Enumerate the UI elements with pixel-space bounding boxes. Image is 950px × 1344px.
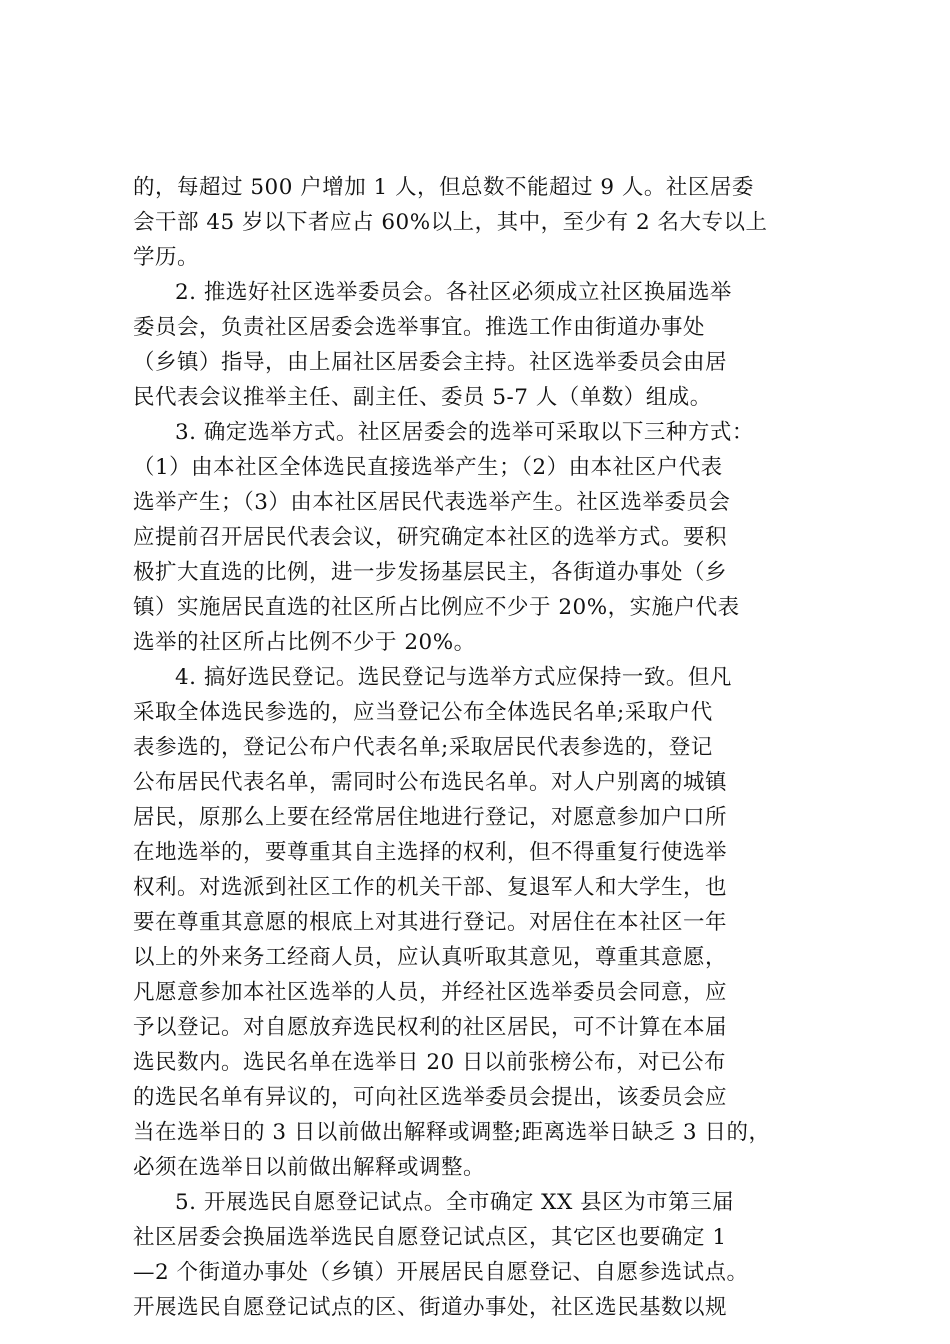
text-line: 予以登记。对自愿放弃选民权利的社区居民，可不计算在本届	[133, 1015, 728, 1040]
text-line: 权利。对选派到社区工作的机关干部、复退军人和大学生，也	[133, 875, 728, 900]
text-line: 开展选民自愿登记试点的区、街道办事处，社区选民基数以规	[133, 1295, 728, 1320]
text-line: —2 个街道办事处（乡镇）开展居民自愿登记、自愿参选试点。	[133, 1260, 749, 1285]
text-line: 的，每超过 500 户增加 1 人，但总数不能超过 9 人。社区居委	[133, 175, 754, 200]
text-line: 镇）实施居民直选的社区所占比例应不少于 20%，实施户代表	[133, 595, 740, 620]
paragraph-4-start: 4. 搞好选民登记。选民登记与选举方式应保持一致。但凡	[175, 665, 732, 690]
paragraph-3-start: 3. 确定选举方式。社区居委会的选举可采取以下三种方式：	[175, 420, 754, 445]
text-line: 凡愿意参加本社区选举的人员，并经社区选举委员会同意，应	[133, 980, 728, 1005]
text-line: 居民，原那么上要在经常居住地进行登记，对愿意参加户口所	[133, 805, 728, 830]
text-line: （乡镇）指导，由上届社区居委会主持。社区选举委员会由居	[133, 350, 728, 375]
paragraph-5-start: 5. 开展选民自愿登记试点。全市确定 XX 县区为市第三届	[175, 1190, 735, 1215]
text-line: 选民数内。选民名单在选举日 20 日以前张榜公布，对已公布	[133, 1050, 727, 1075]
text-line: 选举的社区所占比例不少于 20%。	[133, 630, 476, 655]
text-line: 公布居民代表名单，需同时公布选民名单。对人户别离的城镇	[133, 770, 728, 795]
text-line: 委员会，负责社区居委会选举事宜。推选工作由街道办事处	[133, 315, 706, 340]
text-line: 表参选的，登记公布户代表名单;采取居民代表参选的，登记	[133, 735, 713, 760]
text-line: 必须在选举日以前做出解释或调整。	[133, 1155, 486, 1180]
text-line: 要在尊重其意愿的根底上对其进行登记。对居住在本社区一年	[133, 910, 728, 935]
text-line: 在地选举的，要尊重其自主选择的权利，但不得重复行使选举	[133, 840, 728, 865]
paragraph-2-start: 2. 推选好社区选举委员会。各社区必须成立社区换届选举	[175, 280, 732, 305]
text-line: 采取全体选民参选的，应当登记公布全体选民名单;采取户代	[133, 700, 713, 725]
text-line: 的选民名单有异议的，可向社区选举委员会提出，该委员会应	[133, 1085, 728, 1110]
body-text	[133, 170, 833, 1325]
text-line: 以上的外来务工经商人员，应认真听取其意见，尊重其意愿，	[133, 945, 728, 970]
text-line: 当在选举日的 3 日以前做出解释或调整;距离选举日缺乏 3 日的，	[133, 1120, 771, 1145]
text-line: 社区居委会换届选举选民自愿登记试点区，其它区也要确定 1	[133, 1225, 727, 1250]
text-line: 学历。	[133, 245, 200, 270]
text-line: 极扩大直选的比例，进一步发扬基层民主，各街道办事处（乡	[133, 560, 728, 585]
text-line: 选举产生；（3）由本社区居民代表选举产生。社区选举委员会	[133, 490, 731, 515]
text-line: 会干部 45 岁以下者应占 60%以上，其中，至少有 2 名大专以上	[133, 210, 768, 235]
text-line: 民代表会议推举主任、副主任、委员 5-7 人（单数）组成。	[133, 385, 712, 410]
text-line: 应提前召开居民代表会议，研究确定本社区的选举方式。要积	[133, 525, 728, 550]
text-line: （1）由本社区全体选民直接选举产生；（2）由本社区户代表	[133, 455, 723, 480]
